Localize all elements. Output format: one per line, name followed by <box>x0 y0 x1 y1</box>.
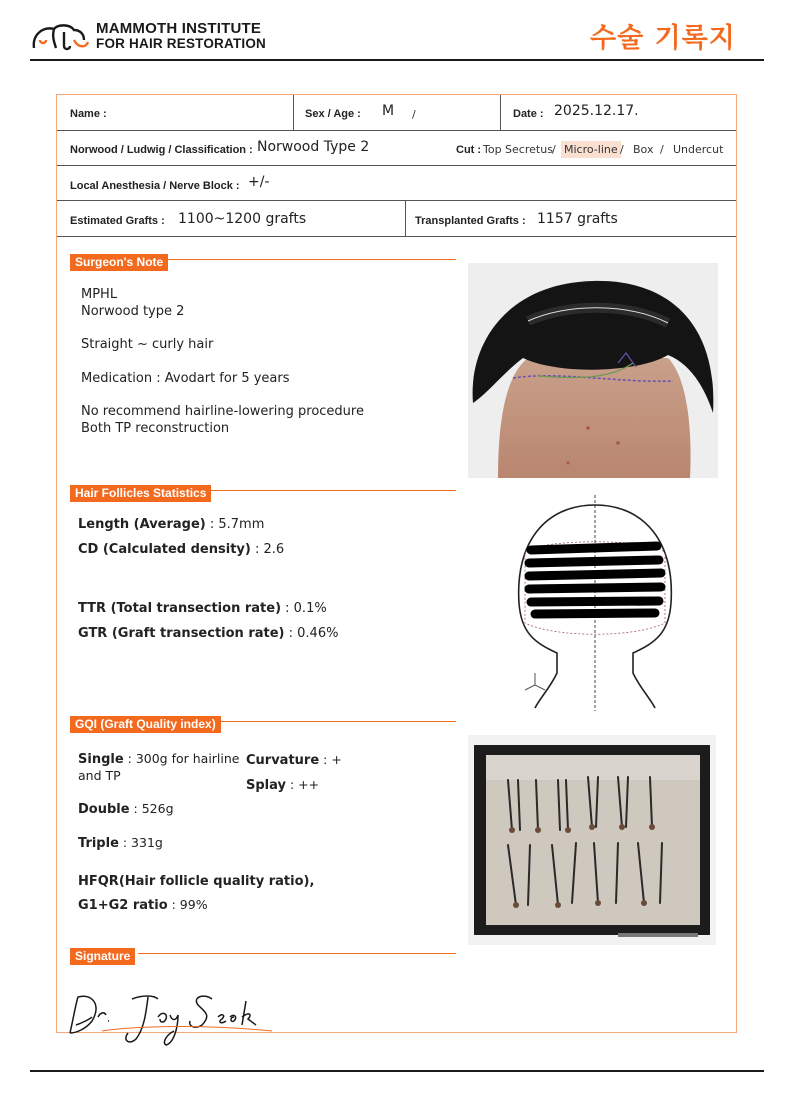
section-header-signature <box>70 945 135 962</box>
column-divider <box>293 95 294 131</box>
sex-value[interactable]: M <box>382 103 395 119</box>
note-line: Norwood type 2 <box>81 304 185 319</box>
section-header-gqi <box>70 713 221 730</box>
stat-length: Length (Average) : 5.7mm <box>78 517 265 532</box>
sex-age-separator: / <box>412 108 416 121</box>
cut-option-separator: / <box>660 143 664 156</box>
section-header-surgeons-note <box>70 251 168 268</box>
classification-label: Norwood / Ludwig / Classification : <box>70 144 253 156</box>
note-line: Straight ~ curly hair <box>81 337 214 352</box>
section-title: Surgeon's Note <box>70 254 168 271</box>
gqi-triple: Triple : 331g <box>78 835 163 851</box>
note-line: Medication : Avodart for 5 years <box>81 371 290 386</box>
document-title: 수술 기록지 <box>590 23 736 54</box>
section-title: GQI (Graft Quality index) <box>70 716 221 733</box>
gqi-g1g2: G1+G2 ratio : 99% <box>78 897 208 913</box>
gqi-single-cont: and TP <box>78 768 121 783</box>
column-divider <box>500 95 501 131</box>
cut-option-top-secretus[interactable]: Top Secretus <box>483 143 553 156</box>
cut-option-undercut[interactable]: Undercut <box>673 143 724 156</box>
date-label: Date : <box>513 108 544 120</box>
logo-text-line2: FOR HAIR RESTORATION <box>96 36 267 51</box>
section-header-follicle-stats <box>70 482 211 499</box>
gqi-double: Double : 526g <box>78 801 174 817</box>
note-line: No recommend hairline-lowering procedure <box>81 404 364 419</box>
cut-option-micro-line[interactable]: Micro-line <box>561 141 621 158</box>
header-divider <box>30 59 764 61</box>
classification-value[interactable]: Norwood Type 2 <box>257 139 370 155</box>
cut-option-separator: / <box>620 143 624 156</box>
stat-ttr: TTR (Total transection rate) : 0.1% <box>78 601 327 616</box>
handwritten-signature <box>62 985 282 1050</box>
sex-age-label: Sex / Age : <box>305 108 361 120</box>
mammoth-logo-icon <box>30 20 90 52</box>
date-value[interactable]: 2025.12.17. <box>554 103 639 119</box>
patient-hairline-photo <box>468 263 718 478</box>
transplanted-grafts-label: Transplanted Grafts : <box>415 215 526 227</box>
donor-area-head-diagram <box>505 493 685 713</box>
gqi-single: Single : 300g for hairline <box>78 751 240 767</box>
column-divider <box>405 201 406 237</box>
logo-text-line1: MAMMOTH INSTITUTE <box>96 20 262 37</box>
section-rule <box>138 953 456 954</box>
section-rule <box>210 490 456 491</box>
note-line: Both TP reconstruction <box>81 421 230 436</box>
estimated-grafts-value[interactable]: 1100~1200 grafts <box>178 211 307 227</box>
name-label: Name : <box>70 108 107 120</box>
section-title: Signature <box>70 948 135 965</box>
stat-gtr: GTR (Graft transection rate) : 0.46% <box>78 626 339 641</box>
gqi-splay: Splay : ++ <box>246 777 320 793</box>
estimated-grafts-label: Estimated Grafts : <box>70 215 165 227</box>
stat-cd: CD (Calculated density) : 2.6 <box>78 542 285 557</box>
graft-monitor-photo <box>468 735 716 945</box>
transplanted-grafts-value[interactable]: 1157 grafts <box>537 211 618 227</box>
section-rule <box>168 259 456 260</box>
cut-option-separator: / <box>552 143 556 156</box>
section-rule <box>220 721 456 722</box>
anesthesia-value[interactable]: +/- <box>248 174 270 190</box>
anesthesia-label: Local Anesthesia / Nerve Block : <box>70 180 240 192</box>
section-title: Hair Follicles Statistics <box>70 485 211 502</box>
cut-label: Cut : <box>456 144 482 156</box>
cut-option-box[interactable]: Box <box>633 143 654 156</box>
note-line: MPHL <box>81 287 118 302</box>
gqi-hfqr: HFQR(Hair follicle quality ratio), <box>78 874 315 889</box>
footer-divider <box>30 1070 764 1072</box>
gqi-curvature: Curvature : + <box>246 752 342 768</box>
